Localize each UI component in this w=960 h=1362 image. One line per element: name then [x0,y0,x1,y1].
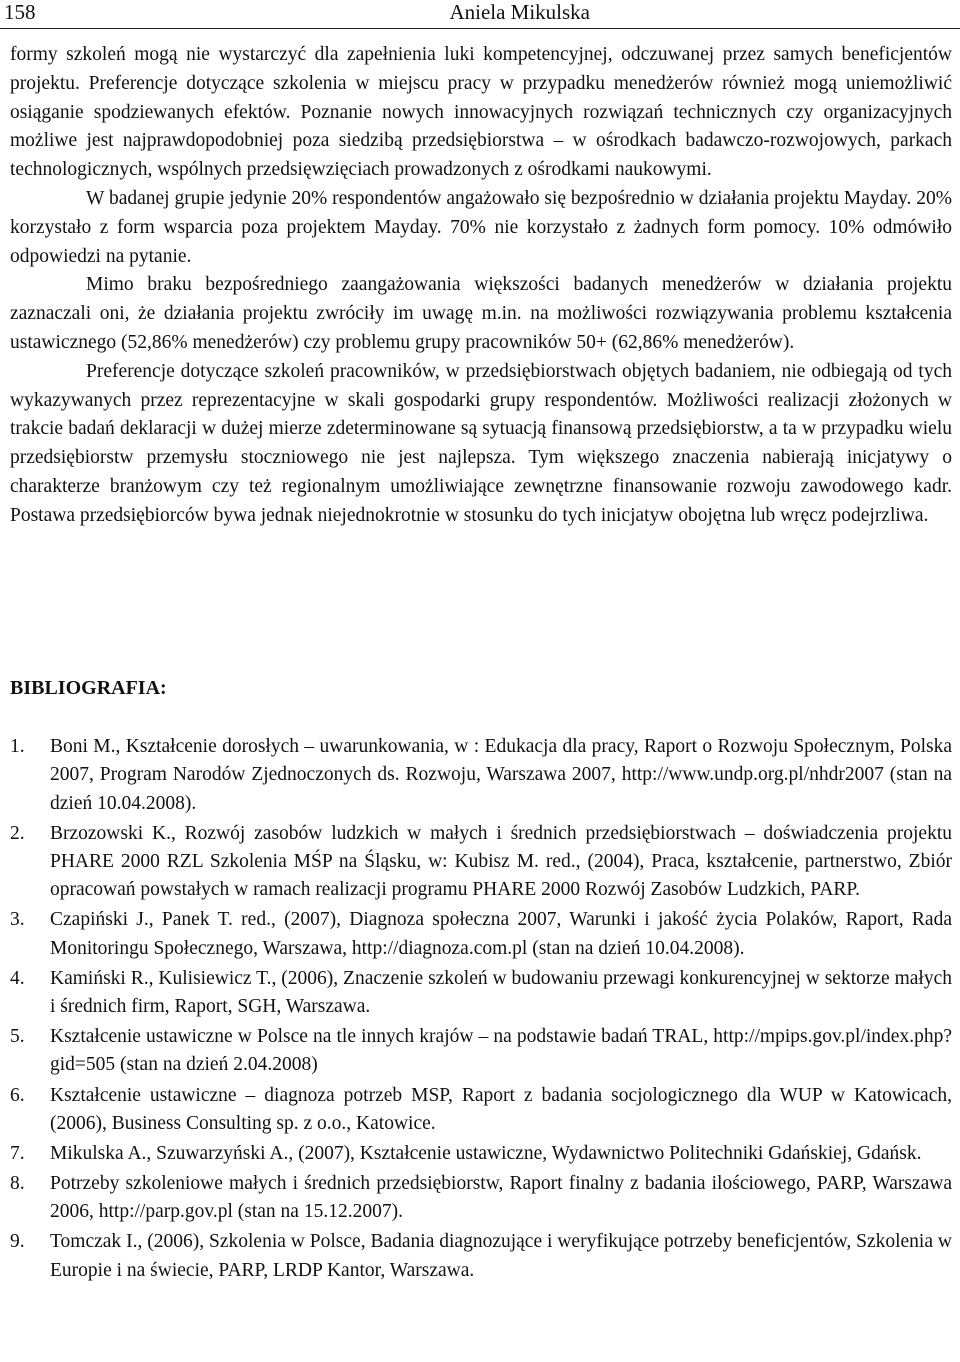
entry-text: Czapiński J., Panek T. red., (2007), Diagnoza społeczna 2007, Warunki i jakość życia Polaków, Raport, Rada Monitoringu Społecznego, Warszawa, http://diagnoza.com.pl (stan na dzień 10.04.2008). [50,909,952,959]
entry-number: 6. [10,1084,25,1106]
bibliography-entry [10,1228,952,1285]
entry-number: 4. [10,967,25,989]
entry-number: 7. [10,1142,25,1164]
entry-text: Brzozowski K., Rozwój zasobów ludzkich w małych i średnich przedsiębiorstwach – doświadczenia projektu PHARE 2000 RZL Szkolenia MŚP na Śląsku, w: Kubisz M. red., (2004), Praca, kształcenie, partnerstwo, Zbiór opracowań powstałych w ramach realizacji programu PHARE 2000 Rozwój Zasobów Ludzkich, PARP. [50,822,952,901]
entry-text: Kamiński R., Kulisiewicz T., (2006), Znaczenie szkoleń w budowaniu przewagi konkurencyjnej w sektorze małych i średnich firm, Raport, SGH, Warszawa. [50,967,952,1018]
entry-text: Mikulska A., Szuwarzyński A., (2007), Kształcenie ustawiczne, Wydawnictwo Politechniki Gdańskiej, Gdańsk. [50,1142,922,1164]
entry-text: Kształcenie ustawiczne w Polsce na tle innych krajów – na podstawie badań TRAL, http://mpips.gov.pl/index.php?gid=505 (stan na dzień 2.04.2008) [50,1026,952,1076]
bibliography-entry [10,1023,952,1080]
entry-text: Boni M., Kształcenie dorosłych – uwarunkowania, w : Edukacja dla pracy, Raport o Rozwoju Społecznym, Polska 2007, Program Narodów Zjednoczonych ds. Rozwoju, Warszawa 2007, http://www.undp.org.pl/nhdr2007 (stan na dzień 10.04.2008). [50,736,952,814]
body-text [10,41,952,531]
entry-number: 3. [10,909,25,931]
entry-number: 9. [10,1231,25,1253]
paragraph: Preferencje dotyczące szkoleń pracowników, w przedsiębiorstwach objętych badaniem, nie odbiegają od tych wykazywanych przez reprezentacyjne w skali gospodarki grupy respondentów. Możliwości realizacji złożonych w trakcie badań deklaracji w dużej mierze zdeterminowane są sytuacją finansową przedsiębiorstw, a ta w przypadku wielu przedsiębiorstw przemysłu stoczniowego nie jest najlepsza. Tym większego znaczenia nabierają inicjatywy o charakterze branżowym czy też regionalnym umożliwiające zewnętrzne finansowanie rozwoju zawodowego kadr. Postawa przedsiębiorców bywa jednak niejednokrotnie w stosunku do tych inicjatyw obojętna lub wręcz podejrzliwa. [10,360,952,526]
bibliography-entry [10,906,952,963]
paragraph: Mimo braku bezpośredniego zaangażowania większości badanych menedżerów w działania projektu zaznaczali oni, że działania projektu zwróciły im uwagę m.in. na możliwości rozwiązywania problemu kształcenia ustawicznego (52,86% menedżerów) czy problemu grupy pracowników 50+ (62,86% menedżerów). [10,274,952,353]
page-header [0,0,960,32]
bibliography-entry [10,1082,952,1139]
bibliography-heading: BIBLIOGRAFIA: [10,677,167,699]
bibliography-entry [10,820,952,905]
entry-number: 5. [10,1026,25,1048]
entry-text: Tomczak I., (2006), Szkolenia w Polsce, Badania diagnozujące i weryfikujące potrzeby beneficjentów, Szkolenia w Europie i na świecie, PARP, LRDP Kantor, Warszawa. [50,1231,952,1281]
paragraph: W badanej grupie jedynie 20% respondentów angażowało się bezpośrednio w działania projektu Mayday. 20% korzystało z form wsparcia poza projektem Mayday. 70% nie korzystało z żadnych form pomocy. 10% odmówiło odpowiedzi na pytanie. [10,187,952,267]
paragraph: formy szkoleń mogą nie wystarczyć dla zapełnienia luki kompetencyjnej, odczuwanej przez samych beneficjentów projektu. Preferencje dotyczące szkolenia w miejscu pracy w przypadku menedżerów również mogą uniemożliwić osiąganie spodziewanych efektów. Poznanie nowych innowacyjnych rozwiązań technicznych czy organizacyjnych możliwe jest najprawdopodobniej poza siedzibą przedsiębiorstwa – w ośrodkach badawczo-rozwojowych, parkach technologicznych, wspólnych przedsięwzięciach prowadzonych z ośrodkami naukowymi. [10,44,952,181]
entry-text: Kształcenie ustawiczne – diagnoza potrzeb MSP, Raport z badania socjologicznego dla WUP w Katowicach, (2006), Business Consulting sp. z o.o., Katowice. [50,1084,952,1134]
page-number: 158 [4,0,36,24]
entry-number: 1. [10,736,25,757]
bibliography-list [10,733,952,1287]
bibliography-entry [10,1140,952,1168]
bibliography-entry [10,965,952,1022]
running-head-author: Aniela Mikulska [449,0,590,24]
bibliography-entry [10,1170,952,1227]
header-rule [0,28,960,29]
entry-text: Potrzeby szkoleniowe małych i średnich przedsiębiorstw, Raport finalny z badania ilościowego, PARP, Warszawa 2006, http://parp.gov.pl (stan na 15.12.2007). [50,1173,952,1223]
entry-number: 2. [10,822,25,844]
bibliography-entry [10,733,952,818]
entry-number: 8. [10,1173,25,1195]
